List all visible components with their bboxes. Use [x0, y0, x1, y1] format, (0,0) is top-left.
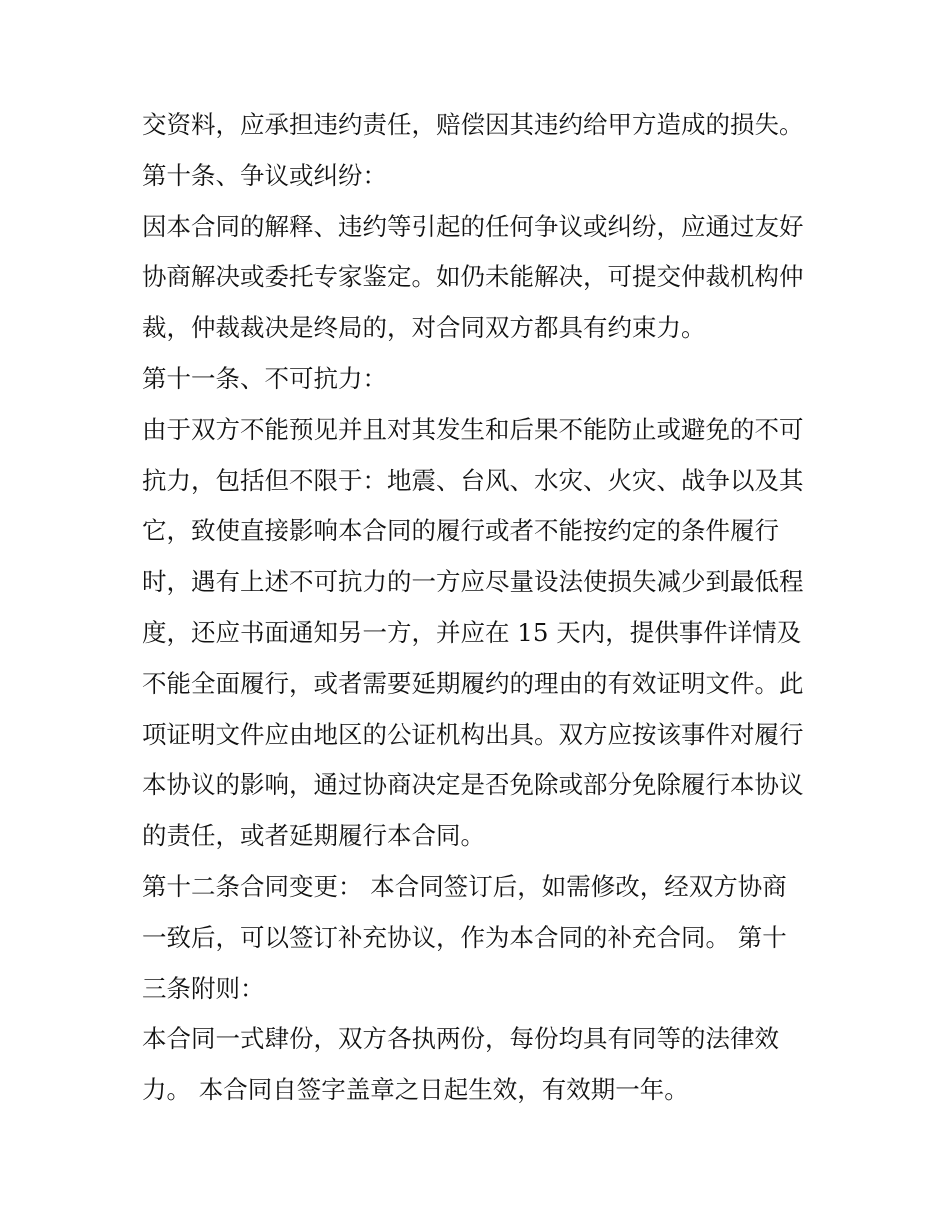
text-line: 交资料，应承担违约责任，赔偿因其违约给甲方造成的损失。 [142, 110, 804, 139]
section-heading-article-10: 第十条、争议或纠纷： [142, 160, 387, 190]
text-line: 度，还应书面通知另一方，并应在 15 天内，提供事件详情及 [142, 617, 802, 647]
contract-text-body [142, 100, 822, 1116]
section-heading-article-11: 第十一条、不可抗力： [142, 363, 387, 393]
text-line: 因本合同的解释、违约等引起的任何争议或纠纷，应通过友好 [142, 211, 804, 241]
text-line: 本合同一式肆份，双方各执两份，每份均具有同等的法律效 [142, 1024, 779, 1054]
text-line: 一致后，可以签订补充协议，作为本合同的补充合同。 第十 [142, 922, 787, 952]
text-line: 它，致使直接影响本合同的履行或者不能按约定的条件履行 [142, 516, 779, 546]
text-line: 由于双方不能预见并且对其发生和后果不能防止或避免的不可 [142, 414, 804, 444]
section-heading-article-12: 第十二条合同变更： 本合同签订后，如需修改，经双方协商 [142, 871, 787, 901]
text-line: 力。 本合同自签字盖章之日起生效，有效期一年。 [142, 1075, 689, 1105]
section-heading-article-13: 三条附则： [142, 973, 265, 1003]
text-line: 抗力，包括但不限于：地震、台风、水灾、火灾、战争以及其 [142, 465, 804, 495]
text-line: 时，遇有上述不可抗力的一方应尽量设法使损失减少到最低程 [142, 567, 804, 597]
text-line: 不能全面履行，或者需要延期履约的理由的有效证明文件。此 [142, 668, 804, 698]
text-line: 本协议的影响，通过协商决定是否免除或部分免除履行本协议 [142, 770, 804, 800]
text-line: 的责任，或者延期履行本合同。 [142, 821, 485, 851]
text-line: 裁，仲裁裁决是终局的，对合同双方都具有约束力。 [142, 313, 706, 343]
text-line: 项证明文件应由地区的公证机构出具。双方应按该事件对履行 [142, 719, 804, 749]
text-line: 协商解决或委托专家鉴定。如仍未能解决，可提交仲裁机构仲 [142, 262, 804, 292]
